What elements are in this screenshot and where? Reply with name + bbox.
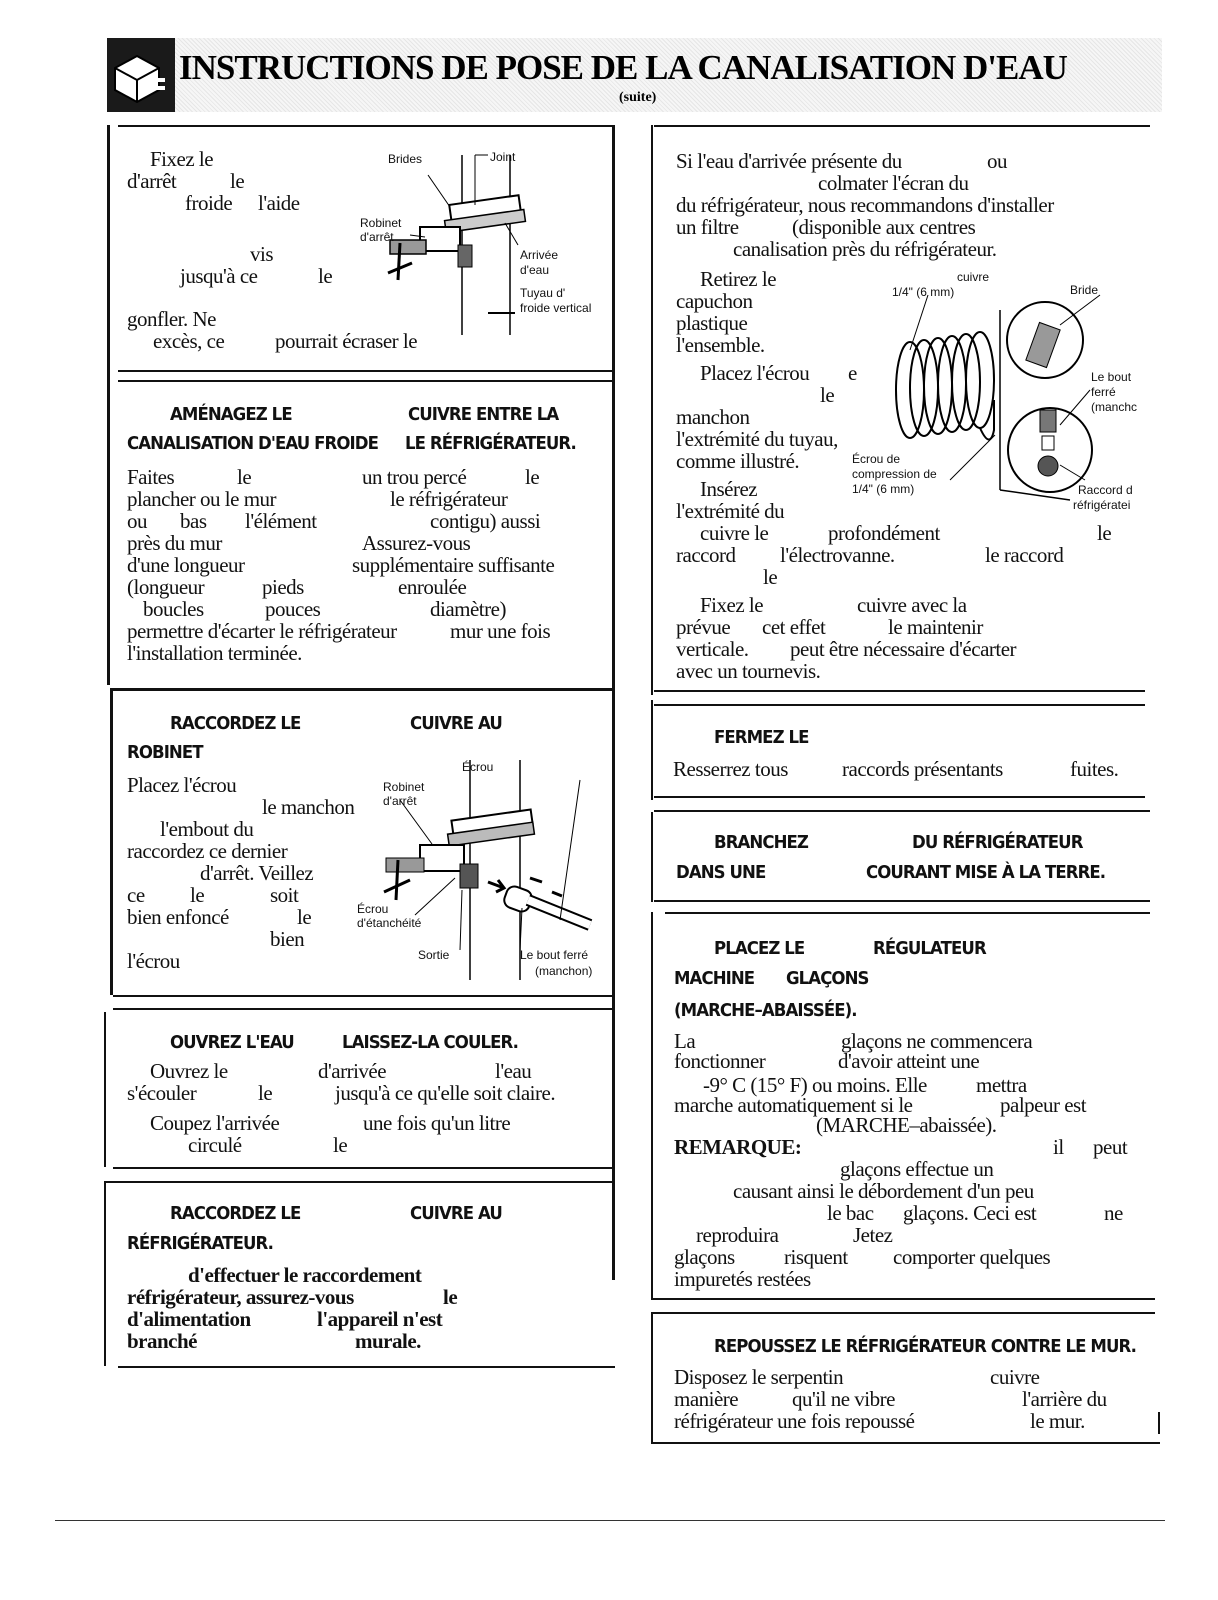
divider: [654, 810, 1150, 812]
text-line: colmater l'écran du: [818, 171, 969, 195]
divider: [118, 370, 615, 372]
page-header: [107, 38, 1162, 112]
text-line: cuivre: [990, 1365, 1040, 1389]
text-line: d'une longueur: [127, 553, 245, 577]
label-joint: Joint: [490, 150, 516, 164]
text-line: le: [258, 1081, 273, 1105]
divider: [113, 1167, 615, 1169]
text-line: pieds: [262, 575, 304, 599]
text-line: murale.: [355, 1329, 421, 1353]
section-heading: CUIVRE ENTRE LA: [408, 404, 559, 425]
text-line: excès, ce: [153, 329, 225, 353]
text-line: soit: [270, 883, 299, 907]
text-line: Assurez-vous: [362, 531, 471, 555]
text-line: qu'il ne vibre: [792, 1387, 895, 1411]
label-ecrou-compression: Écrou de: [852, 452, 901, 466]
text-line: Resserrez tous: [673, 757, 788, 781]
text-line: l'écrou: [127, 949, 180, 973]
section-heading: COURANT MISE À LA TERRE.: [866, 862, 1106, 883]
section-heading: ROBINET: [127, 742, 203, 763]
text-line: le: [318, 264, 333, 288]
text-line: peut être nécessaire d'écarter: [790, 637, 1017, 661]
text-line: raccord: [676, 543, 736, 567]
text-line: impuretés restées: [674, 1267, 811, 1291]
section-heading: RÉGULATEUR: [873, 938, 986, 959]
text-line: le manchon: [262, 795, 355, 819]
section-heading: RACCORDEZ LE: [170, 713, 301, 734]
text-line: boucles: [143, 597, 204, 621]
section-heading: GLAÇONS: [786, 968, 869, 989]
divider: [113, 1008, 615, 1010]
text-line: le: [763, 565, 778, 589]
text-line: Fixez le: [700, 593, 764, 617]
text-line: ne: [1104, 1201, 1123, 1225]
text-line: glaçons effectue un: [840, 1157, 994, 1181]
text-line: d'avoir atteint une: [838, 1049, 980, 1073]
divider: [651, 1442, 1160, 1444]
label-darret: d'arrêt: [360, 230, 394, 244]
text-line: raccords présentants: [842, 757, 1003, 781]
section-heading: LE RÉFRIGÉRATEUR.: [405, 433, 576, 454]
text-line: le: [820, 383, 835, 407]
label-darret: d'arrêt: [383, 794, 417, 808]
text-line: branché: [127, 1329, 197, 1353]
text-line: l'électrovanne.: [780, 543, 895, 567]
divider: [654, 125, 1150, 127]
page-title: INSTRUCTIONS DE POSE DE LA CANALISATION D'EAU: [179, 48, 1067, 87]
text-line: avec un tournevis.: [676, 659, 821, 683]
text-line: l'installation terminée.: [127, 641, 302, 665]
text-line: froide: [185, 191, 233, 215]
divider: [118, 380, 615, 382]
text-line: le: [190, 883, 205, 907]
divider: [651, 1312, 1155, 1314]
label-robinet: Robinet: [383, 780, 425, 794]
label-bout: Le bout: [1091, 370, 1132, 384]
text-line: d'alimentation: [127, 1307, 251, 1331]
text-line: le réfrigérateur: [390, 487, 508, 511]
section-heading: DANS UNE: [676, 862, 766, 883]
text-line: ou: [127, 509, 147, 533]
section-heading: CUIVRE AU: [410, 1203, 502, 1224]
text-line: fuites.: [1070, 757, 1119, 781]
text-line: (disponible aux centres: [792, 215, 976, 239]
text-line: l'arrière du: [1022, 1387, 1107, 1411]
label-compression: compression de: [852, 467, 937, 481]
margin-mark: [1158, 1412, 1160, 1434]
text-line: e: [848, 361, 857, 385]
text-line: le: [230, 169, 245, 193]
section-heading: (MARCHE–ABAISSÉE).: [674, 1000, 857, 1021]
label-raccord: Raccord d: [1078, 483, 1133, 497]
text-line: Coupez l'arrivée: [150, 1111, 280, 1135]
text-line: canalisation près du réfrigérateur.: [733, 237, 997, 261]
text-line: le: [443, 1285, 458, 1309]
text-line: ce: [127, 883, 145, 907]
divider: [110, 688, 615, 691]
text-line: contigu) aussi: [430, 509, 541, 533]
text-line: prévue: [676, 615, 731, 639]
section-heading: RACCORDEZ LE: [170, 1203, 301, 1224]
right-column-border: [651, 125, 653, 695]
text-line: permettre d'écarter le réfrigérateur: [127, 619, 397, 643]
text-line: réfrigérateur, assurez-vous: [127, 1285, 354, 1309]
label-ecrou-etancheite: Écrou: [357, 902, 389, 916]
label-etancheite: d'étanchéité: [357, 916, 422, 930]
text-line: comporter quelques: [893, 1245, 1051, 1269]
text-line: Fixez le: [150, 147, 214, 171]
text-line: causant ainsi le débordement d'un peu: [733, 1179, 1034, 1203]
text-line: le bac: [827, 1201, 874, 1225]
text-line: profondément: [828, 521, 940, 545]
text-line: près du mur: [127, 531, 222, 555]
section-heading: AMÉNAGEZ LE: [170, 404, 292, 425]
text-line: le: [333, 1133, 348, 1157]
label-brides: Brides: [388, 152, 423, 166]
label-manchon: (manchc: [1091, 400, 1138, 414]
text-line: le raccord: [985, 543, 1064, 567]
text-line: fonctionner: [674, 1049, 766, 1073]
label-refrigerateur: réfrigératei: [1073, 498, 1131, 512]
text-line: La: [674, 1029, 696, 1053]
text-line: manière: [674, 1387, 739, 1411]
text-line: capuchon: [676, 289, 753, 313]
plug-icon: [107, 38, 175, 112]
section-heading: DU RÉFRIGÉRATEUR: [912, 832, 1083, 853]
text-line: (longueur: [127, 575, 205, 599]
text-line: vis: [250, 242, 274, 266]
text-line: Insérez: [700, 477, 758, 501]
text-line: le: [237, 465, 252, 489]
divider: [665, 912, 1150, 914]
text-line: une fois qu'un litre: [363, 1111, 511, 1135]
divider: [113, 995, 615, 997]
label-arrivee-2: d'eau: [520, 263, 549, 277]
text-line: verticale.: [676, 637, 749, 661]
text-line: comme illustré.: [676, 449, 800, 473]
text-line: Retirez le: [700, 267, 777, 291]
text-line: le maintenir: [888, 615, 983, 639]
right-column-border: [651, 700, 653, 800]
divider: [654, 690, 1145, 692]
right-column-border: [651, 1312, 653, 1442]
text-line: s'écouler: [127, 1081, 197, 1105]
text-line: l'eau: [495, 1059, 532, 1083]
section-heading: OUVREZ L'EAU: [170, 1032, 294, 1053]
text-line: cuivre le: [700, 521, 769, 545]
text-line: plastique: [676, 311, 748, 335]
label-manchon: (manchon): [535, 964, 593, 978]
label-bride: Bride: [1070, 283, 1099, 297]
left-border-line: [104, 1012, 106, 1167]
label-ecrou: Écrou: [462, 760, 494, 774]
label-tube-size: 1/4" (6 mm): [892, 285, 955, 299]
text-line: (MARCHE–abaissée).: [816, 1113, 997, 1137]
text-line: jusqu'à ce: [180, 264, 258, 288]
text-line: peut: [1093, 1135, 1128, 1159]
divider: [651, 1298, 1155, 1300]
text-line: circulé: [188, 1133, 242, 1157]
text-line: d'arrêt. Veillez: [200, 861, 314, 885]
text-line: supplémentaire suffisante: [352, 553, 555, 577]
text-line: le: [297, 905, 312, 929]
text-line: cuivre avec la: [857, 593, 967, 617]
text-line: l'appareil n'est: [317, 1307, 443, 1331]
label-tuyau-2: froide vertical: [520, 301, 592, 315]
text-line: marche automatiquement si le: [674, 1093, 913, 1117]
section-heading: LAISSEZ-LA COULER.: [342, 1032, 519, 1053]
text-line: bien: [270, 927, 305, 951]
text-line: d'effectuer le raccordement: [188, 1263, 422, 1287]
text-line: le: [1097, 521, 1112, 545]
label-sortie: Sortie: [418, 948, 450, 962]
text-line: diamètre): [430, 597, 506, 621]
text-line: reproduira: [696, 1223, 779, 1247]
label-robinet: Robinet: [360, 216, 402, 230]
header-icon-block: [107, 38, 175, 112]
text-line: pouces: [265, 597, 321, 621]
text-line: bas: [180, 509, 207, 533]
left-border-line: [104, 1183, 106, 1366]
text-line: l'extrémité du: [676, 499, 785, 523]
text-line: glaçons. Ceci est: [903, 1201, 1037, 1225]
divider: [104, 1181, 615, 1183]
bottom-rule: [55, 1520, 1165, 1521]
text-line: Placez l'écrou: [700, 361, 810, 385]
text-line: mettra: [976, 1073, 1027, 1097]
section-heading: RÉFRIGÉRATEUR.: [127, 1233, 274, 1254]
label-nut-size: 1/4" (6 mm): [852, 482, 915, 496]
divider: [654, 704, 1145, 706]
text-line: bien enfoncé: [127, 905, 229, 929]
text-line: Placez l'écrou: [127, 773, 237, 797]
text-line: il: [1053, 1135, 1064, 1159]
divider: [118, 1366, 615, 1368]
section-heading: PLACEZ LE: [714, 938, 805, 959]
label-bout-ferre: Le bout ferré: [520, 948, 589, 962]
right-column-border: [651, 912, 653, 1300]
text-line: plancher ou le mur: [127, 487, 277, 511]
text-line: Disposez le serpentin: [674, 1365, 844, 1389]
text-line: Jetez: [853, 1223, 893, 1247]
text-line: Faites: [127, 465, 175, 489]
text-line: du réfrigérateur, nous recommandons d'installer: [676, 193, 1054, 217]
text-line: ou: [987, 149, 1007, 173]
label-cuivre: cuivre: [957, 270, 990, 284]
text-line: cet effet: [762, 615, 826, 639]
text-line: mur une fois: [450, 619, 551, 643]
text-line: risquent: [784, 1245, 848, 1269]
section-heading: CANALISATION D'EAU FROIDE: [127, 433, 378, 454]
text-line: enroulée: [398, 575, 467, 599]
right-column-border: [651, 812, 653, 902]
text-line: réfrigérateur une fois repoussé: [674, 1409, 915, 1433]
section-heading: BRANCHEZ: [714, 832, 809, 853]
text-line: l'élément: [245, 509, 317, 533]
section-heading: FERMEZ LE: [714, 727, 809, 748]
text-line: jusqu'à ce qu'elle soit claire.: [335, 1081, 556, 1105]
text-line: le mur.: [1030, 1409, 1085, 1433]
text-line: Si l'eau d'arrivée présente du: [676, 149, 902, 173]
text-line: pourrait écraser le: [275, 329, 418, 353]
text-line: l'aide: [258, 191, 300, 215]
center-border-line: [612, 125, 615, 1280]
text-line: d'arrêt: [127, 169, 177, 193]
text-line: l'ensemble.: [676, 333, 765, 357]
text-line: l'embout du: [160, 817, 254, 841]
section-heading: REPOUSSEZ LE RÉFRIGÉRATEUR CONTRE LE MUR.: [714, 1336, 1137, 1357]
divider: [118, 125, 615, 127]
label-tuyau: Tuyau d': [520, 286, 566, 300]
text-line: Ouvrez le: [150, 1059, 228, 1083]
text-line: gonfler. Ne: [127, 307, 216, 331]
text-line: un trou percé: [362, 465, 467, 489]
page-subtitle: (suite): [619, 90, 657, 105]
section-heading: CUIVRE AU: [410, 713, 502, 734]
text-line: l'extrémité du tuyau,: [676, 427, 838, 451]
text-line: glaçons ne commencera: [841, 1029, 1033, 1053]
text-line: manchon: [676, 405, 750, 429]
text-line: un filtre: [676, 215, 739, 239]
text-line: -9° C (15° F) ou moins. Elle: [703, 1073, 927, 1097]
left-border-line: [107, 125, 110, 685]
left-border-line: [110, 690, 113, 995]
label-arrivee: Arrivée: [520, 248, 559, 262]
text-line: raccordez ce dernier: [127, 839, 288, 863]
text-line: palpeur est: [1000, 1093, 1087, 1117]
section-heading: MACHINE: [674, 968, 755, 989]
text-line: glaçons: [674, 1245, 735, 1269]
text-line: d'arrivée: [318, 1059, 387, 1083]
label-ferre: ferré: [1091, 385, 1116, 399]
text-line: le: [525, 465, 540, 489]
text-line: REMARQUE:: [674, 1135, 802, 1159]
divider: [654, 900, 1150, 902]
divider: [654, 796, 1145, 798]
